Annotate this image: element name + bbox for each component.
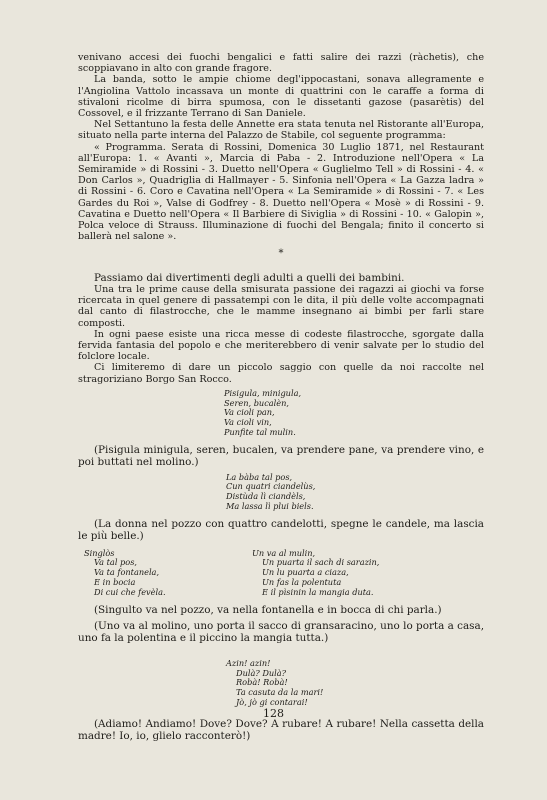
paragraph-sample: Ci limiteremo di dare un piccolo saggio con quelle da noi raccolte nel stragoriziano Borgo San Rocco. — [78, 362, 484, 385]
verse-line: Un puarta il sach di sarazin, — [262, 557, 380, 568]
verse-line: Di cui che fevèla. — [94, 586, 166, 597]
verse-line: Un fas la polentuta — [262, 577, 342, 588]
verse-line: Un va al mulin, — [252, 547, 316, 558]
section-separator: * — [278, 248, 284, 260]
translation-azin: (Adiamo! Andiamo! Dove? Dove? A rubare! A rubare! Nella cassetta della madre! Io, io, glielo racconterò!) — [78, 717, 484, 743]
verse-pisigula — [78, 389, 484, 438]
verse-line: Va cioli vin, — [224, 417, 272, 428]
verse-line: Va cioli pan, — [224, 407, 275, 418]
verse-line: Distùda lì ciandèls, — [226, 491, 306, 502]
paragraph-program: « Programma. Serata di Rossini, Domenica 30 Luglio 1871, nel Restaurant all'Europa: 1. « Avanti », Marcia di Paba - 2. Introduzione nell'Opera « La Semiramide » di Rossini - 3. Duetto nell'Opera « Guglielmo Tell » di Rossini - 4. « Don Carlos », Quadriglia di Hallmayer - 5. Sinfonia nell'Opera « La Gazza ladra » di Rossini - 6. Coro e Cavatina nell'Opera « La Semiramide » di Rossini - 7. « Les Gardes du Roi », Valse di Godfrey - 8. Duetto nell'Opera « Mosè » di Rossini - 9. Cavatina e Duetto nell'Opera « Il Barbiere di Siviglia » di Rossini - 10. « Galopin », Polca veloce di Strauss. Illuminazione di fuochi del Bengala; finito il concerto si ballerà nel salone ». — [78, 141, 484, 243]
verse-singlos — [78, 549, 208, 598]
verse-two-columns — [78, 549, 484, 598]
verse-line: Va ta fontanela, — [94, 567, 160, 578]
translation-singlos: (Singulto va nel pozzo, va nella fontanella e in bocca di chi parla.) — [94, 603, 442, 616]
paragraph-games: Una tra le prime cause della smisurata passione dei ragazzi ai giochi va forse ricercata in quel genere di passatempi con le dita, il più delle volte accompagnati dal canto di filastrocche, che le mamme insegnano ai bimbi per farli stare composti. — [78, 284, 484, 329]
verse-line: Pisigula, minigula, — [224, 387, 302, 398]
verse-line: Cun quatri ciandelùs, — [226, 481, 316, 492]
verse-line: La bàba tal pos, — [226, 471, 293, 482]
paragraph-band: La banda, sotto le ampie chiome degl'ippocastani, sonava allegramente e l'Angiolina Vattolo incassava un monte di quattrini con le caraffe a forma di stivaloni ricolme di birra spumosa, con le dissetanti gazose (pasarètis) del Cossovel, e il frizzante Terrano di San Daniele. — [78, 74, 484, 120]
verse-line: Va tal pos, — [94, 557, 138, 568]
verse-line: E il pìsinin la mangia duta. — [262, 586, 374, 597]
verse-baba — [78, 473, 484, 512]
verse-line: Ta casuta da la mari! — [236, 687, 324, 698]
page-number: 128 — [263, 707, 284, 720]
verse-line: Ma lassa lì plui biels. — [226, 501, 314, 512]
verse-azin — [78, 659, 484, 708]
paragraph-children: Passiamo dai divertimenti degli adulti a quelli dei bambini. — [94, 271, 405, 284]
verse-line: Robà! Robà! — [236, 677, 288, 688]
verse-line: Seren, bucalèn, — [224, 397, 290, 408]
verse-line: Dulà? Dulà? — [236, 667, 287, 678]
verse-line: E in bocia — [94, 577, 136, 588]
translation-baba: (La donna nel pozzo con quattro candelotti, spegne le candele, ma lascia le più belle.) — [78, 517, 484, 543]
verse-line: Jò, jò gi contarai! — [236, 697, 308, 708]
verse-line: Un lu puarta a ciaza, — [262, 567, 349, 578]
verse-line: Punfite tal mulin. — [224, 427, 296, 438]
paragraph-fireworks: venivano accesi dei fuochi bengalici e fatti salire dei razzi (ràchetis), che scoppiavano in alto con grande fragore. — [78, 52, 484, 75]
paragraph-nursery-rhymes: In ogni paese esiste una ricca messe di codeste filastrocche, sgorgate dalla fervida fantasia del popolo e che meriterebbero di venir salvate per lo studio del folclore locale. — [78, 328, 484, 363]
verse-line: Azin! azin! — [226, 657, 271, 668]
translation-mulin: (Uno va al molino, uno porta il sacco di gransaracino, uno lo porta a casa, uno fa la polentina e il piccino la mangia tutta.) — [78, 620, 484, 645]
page-body — [78, 52, 484, 743]
verse-mulin — [208, 549, 452, 598]
verse-line: Singlòs — [84, 547, 115, 558]
paragraph-festival: Nel Settantuno la festa delle Annette era stata tenuta nel Ristorante all'Europa, situato nella parte interna del Palazzo de Stabile, col seguente programma: — [78, 119, 484, 142]
translation-pisigula: (Pisigula minigula, seren, bucalen, va prendere pane, va prendere vino, e poi buttati nel molino.) — [78, 443, 484, 469]
